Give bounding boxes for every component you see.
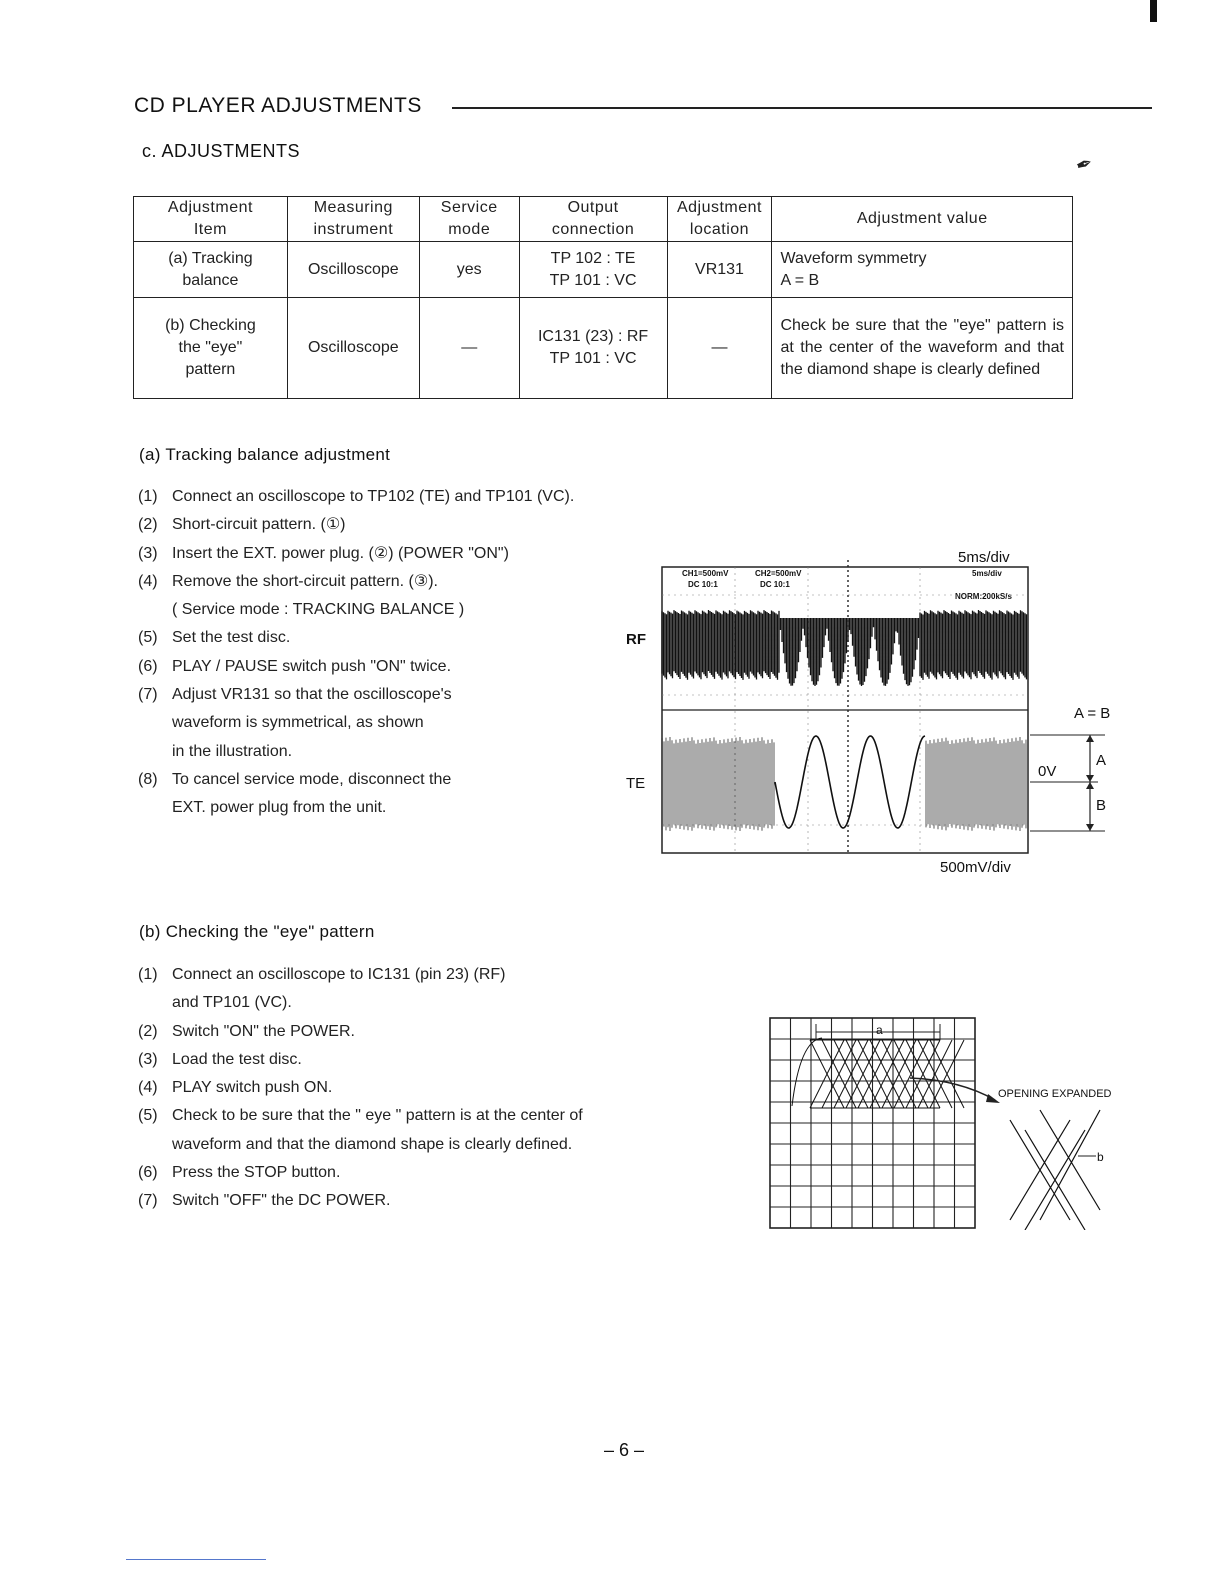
eye-a-label: a (876, 1023, 883, 1037)
corner-mark (1150, 0, 1157, 22)
step-number: (1) (138, 966, 158, 983)
step-item (138, 568, 638, 596)
readout-time: 5ms/div (972, 569, 1002, 578)
b-arrow-up (1086, 782, 1094, 789)
step-item (138, 1187, 658, 1215)
a-arrow-down (1086, 775, 1094, 782)
oscilloscope-display (600, 550, 1120, 870)
cell-item: (a) Tracking balance (134, 242, 288, 298)
step-number: (4) (138, 1079, 158, 1097)
step-number: (8) (138, 770, 158, 788)
step-item (138, 961, 658, 989)
step-item (138, 540, 638, 568)
step-text: in the illustration. (172, 742, 293, 760)
step-text: Connect an oscilloscope to IC131 (pin 23) (RF) (172, 966, 506, 983)
page-title: CD PLAYER ADJUSTMENTS (134, 94, 422, 117)
step-number: (4) (138, 572, 158, 590)
title-rule (452, 107, 1152, 109)
te-waveform-dense (662, 737, 1026, 831)
cell-connection: TP 102 : TE TP 101 : VC (519, 242, 667, 298)
cell-mode: yes (419, 242, 519, 298)
cell-item: (b) Checking the "eye" pattern (134, 298, 288, 399)
col-header-value: Adjustment value (772, 197, 1073, 242)
rf-waveform (662, 610, 1027, 686)
section-a-heading: (a) Tracking balance adjustment (139, 445, 391, 464)
section-subtitle: c. ADJUSTMENTS (142, 141, 301, 161)
step-text: Switch "OFF" the DC POWER. (172, 1192, 391, 1210)
step-number: (2) (138, 516, 158, 534)
step-text: waveform is symmetrical, as shown (172, 714, 424, 732)
step-text: Press the STOP button. (172, 1164, 341, 1182)
section-b-heading: (b) Checking the "eye" pattern (139, 922, 375, 941)
col-header-item: Adjustment Item (134, 197, 288, 242)
section-a-steps (138, 483, 638, 823)
step-number: (1) (138, 488, 158, 505)
cell-instrument: Oscilloscope (287, 242, 419, 298)
step-item (138, 1018, 658, 1046)
volt-div-label: 500mV/div (940, 859, 1011, 876)
col-header-instrument: Measuring instrument (287, 197, 419, 242)
page-number: – 6 – (604, 1440, 645, 1460)
readout-mode: NORM:200kS/s (955, 592, 1012, 601)
step-item (138, 1159, 658, 1187)
b-arrow-down (1086, 824, 1094, 831)
step-number: (2) (138, 1022, 158, 1040)
step-text: PLAY / PAUSE switch push "ON" twice. (172, 657, 452, 675)
table-header-row (134, 197, 1073, 242)
col-header-location: Adjustment location (667, 197, 772, 242)
readout-dc1: DC 10:1 (688, 580, 718, 589)
step-text: Remove the short-circuit pattern. (③). (172, 572, 438, 590)
readout-ch2: CH2=500mV (755, 569, 802, 578)
step-text: Switch "ON" the POWER. (172, 1022, 355, 1040)
col-header-connection: Output connection (519, 197, 667, 242)
step-item (138, 624, 638, 652)
a-equals-b-label: A = B (1074, 705, 1111, 722)
step-text: Short-circuit pattern. (①) (172, 516, 346, 534)
step-item (138, 596, 638, 624)
step-text: Connect an oscilloscope to TP102 (TE) and TP101 (VC). (172, 488, 575, 505)
step-number: (5) (138, 1107, 158, 1125)
step-item (138, 681, 638, 709)
cell-instrument: Oscilloscope (287, 298, 419, 399)
eye-pattern-figure (760, 1010, 1130, 1230)
pen-mark: ✒ (1072, 151, 1097, 179)
step-text: To cancel service mode, disconnect the (172, 770, 452, 788)
eye-pattern-mesh (792, 1038, 964, 1108)
step-item (138, 989, 658, 1017)
step-item (138, 483, 638, 511)
step-item (138, 766, 638, 794)
step-item (138, 738, 638, 766)
a-arrow-up (1086, 735, 1094, 742)
cell-location: VR131 (667, 242, 772, 298)
step-number: (3) (138, 544, 158, 562)
step-item (138, 1074, 658, 1102)
step-text: waveform and that the diamond shape is clearly defined. (172, 1135, 573, 1153)
rf-label: RF (626, 631, 646, 648)
step-number: (7) (138, 686, 158, 704)
step-text: and TP101 (VC). (172, 994, 292, 1012)
step-item (138, 653, 638, 681)
eye-b-label: b (1097, 1150, 1104, 1164)
expanded-diamond (1010, 1110, 1100, 1230)
step-item (138, 1131, 658, 1159)
step-number: (5) (138, 629, 158, 647)
step-text: Check to be sure that the " eye " pattern is at the center of (172, 1107, 583, 1125)
step-item (138, 794, 638, 822)
step-text: EXT. power plug from the unit. (172, 799, 387, 817)
table-row (134, 242, 1073, 298)
col-header-mode: Service mode (419, 197, 519, 242)
table-row (134, 298, 1073, 399)
time-div-label: 5ms/div (958, 549, 1010, 566)
te-waveform-sine (775, 736, 925, 828)
step-number: (7) (138, 1192, 158, 1210)
step-item (138, 709, 638, 737)
step-item (138, 511, 638, 539)
readout-dc2: DC 10:1 (760, 580, 790, 589)
te-label: TE (626, 775, 646, 792)
section-b-steps (138, 961, 658, 1216)
step-text: Adjust VR131 so that the oscilloscope's (172, 686, 452, 704)
b-label: B (1096, 797, 1107, 814)
cell-mode: — (419, 298, 519, 399)
step-text: Set the test disc. (172, 629, 291, 647)
bottom-rule (126, 1559, 266, 1560)
step-text: PLAY switch push ON. (172, 1079, 333, 1097)
step-text: ( Service mode : TRACKING BALANCE ) (172, 601, 465, 619)
eye-grid (770, 1018, 975, 1228)
cell-value: Waveform symmetry A = B (772, 242, 1073, 298)
step-number: (6) (138, 1164, 158, 1182)
cell-location: — (667, 298, 772, 399)
zero-volt-label: 0V (1038, 763, 1057, 780)
opening-expanded-label: OPENING EXPANDED (998, 1088, 1112, 1100)
a-label: A (1096, 752, 1107, 769)
step-number: (6) (138, 657, 158, 675)
step-text: Insert the EXT. power plug. (②) (POWER "ON") (172, 544, 509, 562)
step-number: (3) (138, 1050, 158, 1068)
cell-value: Check be sure that the "eye" pattern is at the center of the waveform and that the diamond shape is clearly defined (772, 298, 1073, 399)
cell-connection: IC131 (23) : RF TP 101 : VC (519, 298, 667, 399)
step-text: Load the test disc. (172, 1050, 302, 1068)
adjustment-table (133, 196, 1073, 399)
step-item (138, 1102, 658, 1130)
step-item (138, 1046, 658, 1074)
readout-ch1: CH1=500mV (682, 569, 729, 578)
